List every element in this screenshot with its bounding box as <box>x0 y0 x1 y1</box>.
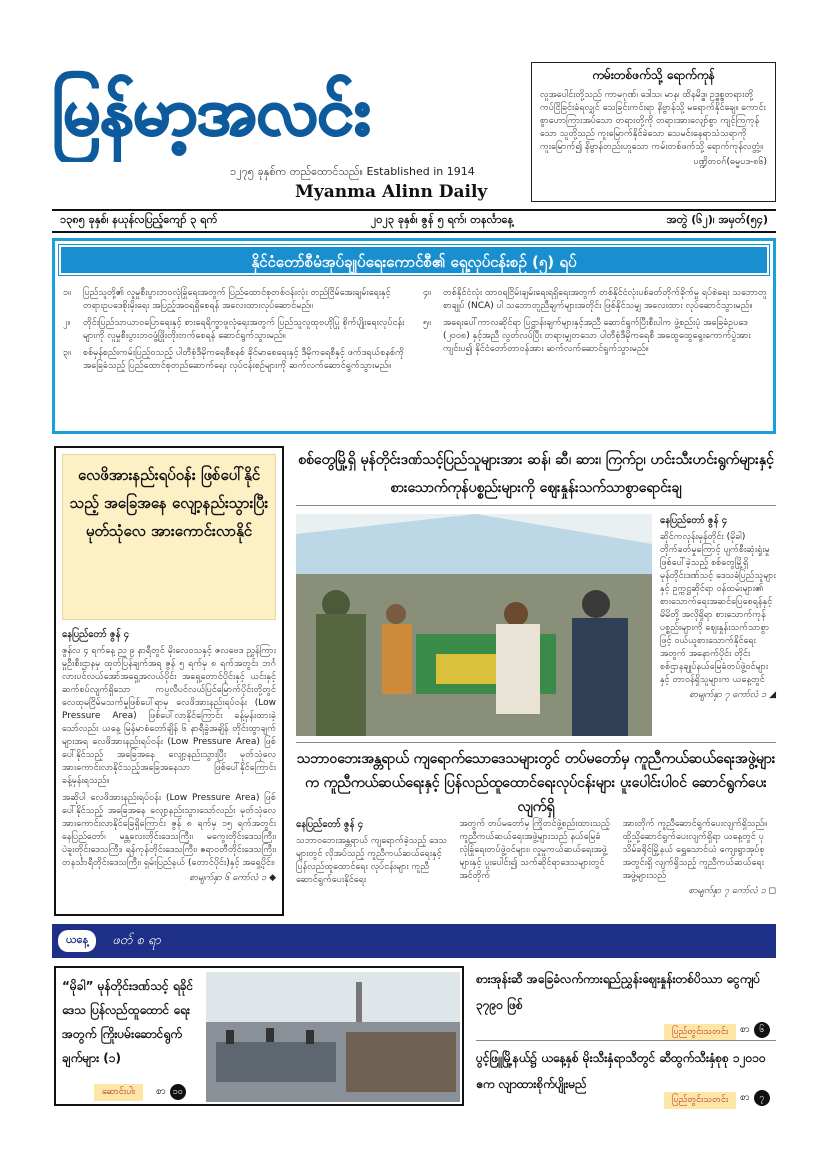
feature-tag: ဆောင်းပါး <box>94 1084 143 1101</box>
objective-item <box>423 317 773 356</box>
weather-body <box>62 628 276 885</box>
inside-today-band <box>52 924 776 958</box>
weather-headline[interactable]: လေဖိအားနည်းရပ်ဝန်း ဖြစ်ပေါ်နိုင်သည့် အခြေအနေ လျော့နည်းသွားပြီး မုတ်သုံလေ အားကောင်းလာနိုင် <box>62 454 276 620</box>
page-number: ၁၀ <box>170 1084 186 1100</box>
feature-title[interactable]: “မိုခါ” မုန်တိုင်းဒဏ်သင့် ရခိုင်ဒေသ ပြန်လည်ထူထောင် ရေးအတွက် ကြိုးပမ်းဆောင်ရွက် ချက်များ (၁) <box>62 979 194 1065</box>
today-tag: ယနေ့ <box>58 930 96 952</box>
proverb-text: လူအပေါင်းတို့သည် ကာမဂုဏ်၊ ဒေါသ၊ မာန၊ ထိနမိဒ္ဓ၊ ဥဒ္ဓစ္စတရားတို့ကပ်ငြိခြင်းခံရလျှင် သေခြင်းကင်းရာ နိဗ္ဗာန်သို့ မရောက်နိုင်ချေ။ ကောင်းစွာဟောကြားအပ်သော တရားတို့ကို တရားအားလျော်စွာ ကျင့်ကြကုန်သော သူတို့သည် ကူးမြောက်နိုင်ခဲသော သေမင်းနေရာသံသရာကို ကူးမြောက်၍ နိဗ္ဗာန်တည်းဟူသော ကမ်းတစ်ဖက်သို့ ရောက်ကုန်လတ္တံ့။ <box>540 90 766 152</box>
article-byline: နေပြည်တော် ဇွန် ၄ <box>660 515 728 526</box>
objectives-col-right <box>423 287 773 360</box>
main-headline[interactable]: စစ်တွေမြို့ရှိ မုန်တိုင်းဒဏ်သင့်ပြည်သူများအား ဆန်၊ ဆီ၊ ဆား၊ ကြက်ဥ၊ ဟင်းသီးဟင်းရွက်များနှင့် စားသောက်ကုန်ပစ္စည်းများကို ဈေးနှုန်းသက်သာစွာရောင်းချ <box>296 446 776 506</box>
objective-number: ၅။ <box>423 318 431 328</box>
second-headline[interactable]: သဘာဝဘေးအန္တရာယ် ကျရောက်သောဒေသများတွင် တပ်မတော်မှ ကူညီကယ်ဆယ်ရေးအဖွဲ့များက ကူညီကယ်ဆယ်ရေးနှင့် ပြန်လည်ထူထောင်ရေးလုပ်ငန်းများ ပူးပေါင်းပါဝင် ဆောင်ရွက်ပေးလျက်ရှိ <box>296 742 776 814</box>
objective-text: တစ်နိုင်ငံလုံး ထာဝရငြိမ်းချမ်းရေးရရှိရေးအတွက် တစ်နိုင်ငံလုံးပစ်ခတ်တိုက်ခိုက်မှု ရပ်စဲရေး သဘောတူစာချုပ် (NCA) ပါ သဘောတူညီချက်များအတိုင်း ဖြစ်နိုင်သမျှ အလေးထား လုပ်ဆောင်သွားမည်။ <box>443 288 767 311</box>
weather-article <box>54 446 284 916</box>
article-column <box>623 818 776 914</box>
objective-text: စစ်မှန်စည်းကမ်းပြည့်ဝသည့် ပါတီစုံဒီမိုကရေစီစနစ် ခိုင်မာစေရေးနှင့် ဒီမိုကရေစီနှင့် ဖက်ဒရယ်စနစ်ကို အခြေခံသည့် ပြည်ထောင်စုတည်ဆောက်ရေး လုပ်ငန်းစဉ်များကို ဆက်လက်ဆောင်ရွက်သွားမည်။ <box>83 348 404 371</box>
english-title: Myanma Alinn Daily <box>295 182 488 202</box>
objectives-box <box>52 238 776 434</box>
objective-number: ၁။ <box>63 288 71 298</box>
proverb-title: ကမ်းတစ်ဖက်သို့ ရောက်ကုန် <box>592 68 715 82</box>
article-paragraph: အားတိုက် ကူညီဆောင်ရွက်ပေးလျက်ရှိသည်။ ထို့သို့ဆောင်ရွက်ပေးလျက်ရှိရာ ယနေ့တွင် ပုသိမ်ခရိုင်မြို့နယ် ရွှေသောင်ယံ ကျေးရွာအုပ်စုအတွင်းရှိ လျက်ရှိသည့် ကူညီကယ်ဆယ်ရေးအဖွဲ့များသည် <box>622 819 768 881</box>
page-number: ၆ <box>754 1022 770 1038</box>
page-label: စာ <box>740 1024 750 1035</box>
article-column <box>296 818 449 914</box>
objective-item <box>423 287 773 313</box>
continued-note[interactable]: စာမျက်နှာ ၇ ကော်လံ ၁ ◢ <box>689 690 776 700</box>
reading-section-label: ဖတ် စ ရာ <box>112 932 161 948</box>
news-tag: ပြည်တွင်းသတင်း <box>664 1024 736 1041</box>
news-teaser[interactable]: ပွင့်ဖြူမြို့နယ်၌ ယနေ့နှစ် မိုးသီးနှံရာသီတွင် ဆီထွက်သီးနှံစုစု ၁၂၀၁၀ ဧက လျာထားစိုက်ပျိုးမည် <box>476 1040 776 1097</box>
masthead-logo: မြန်မာ့အလင်း <box>52 73 370 150</box>
page-number: ၇ <box>754 1090 770 1106</box>
article-paragraph: သဘာဝဘေးအန္တရာယ် ကျရောက်ခဲ့သည့် ဒေသများတွင် လိုအပ်သည့် ကူညီကယ်ဆယ်ရေးနှင့် ပြန်လည်ထူထောင်ရေး လုပ်ငန်းများ ကူညီဆောင်ရွက်ပေးနိုင်ရေး <box>296 836 448 885</box>
objective-item <box>63 287 413 313</box>
objective-number: ၂။ <box>63 318 71 328</box>
article-paragraph: ဆိုင်ကလုန်းမုန်တိုင်း (မိုခါ) တိုက်ခတ်မှုကြောင့် ပျက်စီးဆုံးရှုံးမှုဖြစ်ပေါ်ခဲ့သည့် စစ်တွေမြို့ရှိ မုန်တိုင်းဒဏ်သင့် ဒေသခံပြည်သူများနှင့် ဥက္ကဋ္ဌဆိုင်ရာ ဝန်ထမ်းများ၏ စားသောက်ရေးအဆင်ပြေစေရန်နှင့် မိမိတို့ အလိုရှိရာ စားသောက်ကုန် ပစ္စည်းများကို ဈေးနှုန်းသက်သာစွာဖြင့် ဝယ်ယူစားသောက်နိုင်ရေး အတွက် အနောက်ပိုင်း တိုင်းစစ်ဌာနချုပ်နယ်မြေခံတပ်ဖွဲ့ဝင်များနှင့် တာဝန်ရှိသူများက ယနေ့တွင် <box>660 532 776 685</box>
article-byline: နေပြည်တော် ဇွန် ၄ <box>62 629 130 640</box>
page-ref <box>740 1090 770 1106</box>
objective-item <box>63 317 413 343</box>
myanmar-date: ၁၃၈၅ ခုနှစ်၊ နယုန်လပြည့်ကျော် ၃ ရက် <box>60 213 218 226</box>
continued-note[interactable]: စာမျက်နှာ ၆ ကော်လံ ၁ ◆ <box>189 873 276 883</box>
news-tag: ပြည်တွင်းသတင်း <box>664 1092 736 1109</box>
second-article-body <box>296 818 776 914</box>
objectives-col-left <box>63 287 413 377</box>
page-label: စာ <box>156 1086 166 1097</box>
news-teaser[interactable]: စားအုန်းဆီ အခြေခံလက်ကားရည်ညွှန်းဈေးနှုန်းတစ်ပိဿာ ငွေကျပ် ၃၇၉၀ ဖြစ် <box>476 972 760 1012</box>
established-line: ၁၂၇၅ ခုနှစ်က တည်ထောင်သည်။ Established in 1914 <box>230 165 475 178</box>
feature-teaser[interactable] <box>54 966 464 1106</box>
proverb-box <box>531 62 776 202</box>
gregorian-date: ၂၀၂၃ ခုနှစ်၊ ဇွန် ၅ ရက်၊ တနင်္လာနေ့ <box>370 213 514 226</box>
page-label: စာ <box>740 1092 750 1103</box>
market-photo <box>296 514 652 736</box>
proverb-source: ပဏ္ဍိတဝဂ်(ဓမ္မပဒ-၈၆) <box>693 157 767 167</box>
page-ref <box>740 1022 770 1038</box>
objective-number: ၃။ <box>63 348 71 358</box>
objective-number: ၄။ <box>423 288 431 298</box>
objective-item <box>63 347 413 373</box>
article-byline: နေပြည်တော် ဇွန် ၄ <box>296 819 364 830</box>
article-paragraph: ဇွန်လ ၄ ရက်နေ့ ည ၉ နာရီတွင် မိုးလေဝသနှင့် ဇလဗေဒ ညွှန်ကြားမှုဦးစီးဌာနမှ ထုတ်ပြန်ချက်အရ ဇွန် ၅ ရက်မှ ၈ ရက်အတွင်း ဘင်္ဂလားပင်လယ်အော်အရှေ့အလယ်ပိုင်း အရှေ့တောင်ပိုင်းနှင့် ယင်းနှင့်ဆက်စပ်လျက်ရှိသော ကပ္ပလီပင်လယ်ပြင်မြောက်ပိုင်းတို့တွင် လေထုမငြိမ်မသက်မှုဖြစ်ပေါ်ရာမှ လေဖိအားနည်းရပ်ဝန်း (Low Pressure Area) ဖြစ်ပေါ်လာနိုင်ကြောင်း ခန့်မှန်းထားခဲ့သော်လည်း ယနေ့ မြန်မာစံတော်ချိန် ၆ နာရီခွဲအချိန် တိုင်းထွာချက်များအရ လေဖိအားနည်းရပ်ဝန်း (Low Pressure Area) ဖြစ်ပေါ်နိုင်သည့် အခြေအနေ လျော့နည်းသွားပြီး မုတ်သုံလေ အားကောင်းလာနိုင်သည့်အခြေအနေသာ ဖြစ်ပေါ်နိုင်ကြောင်း ခန့်မှန်းရသည်။ <box>62 646 276 786</box>
volume-number: အတွဲ (၆၂)၊ အမှတ်(၅၄) <box>666 213 768 226</box>
article-column <box>459 818 612 914</box>
article-paragraph: အတွက် တပ်မတော်မှ ကြိုတင်ဖွဲ့စည်းထားသည့် ကူညီကယ်ဆယ်ရေးအဖွဲ့များသည် နယ်မြေခံ လုံခြုံရေးတပ်ဖွဲ့ဝင်များ၊ လူမှုကယ်ဆယ်ရေးအဖွဲ့များနှင့် ပူးပေါင်း၍ သက်ဆိုင်ရာဒေသများတွင် အင်တိုက် <box>459 819 610 881</box>
article-paragraph: အဆိုပါ လေဖိအားနည်းရပ်ဝန်း (Low Pressure Area) ဖြစ်ပေါ်နိုင်သည့် အခြေအနေ လျော့နည်းသွားသော်လည်း မုတ်သုံလေ အားကောင်းလာနိုင်ခြေရှိကြောင်း ဇွန် ၈ ရက်မှ ၁၅ ရက်အတွင်း နေပြည်တော်၊ မန္တလေးတိုင်းဒေသကြီး၊ မကွေးတိုင်းဒေသကြီး၊ ပဲခူးတိုင်းဒေသကြီး၊ ရန်ကုန်တိုင်းဒေသကြီး၊ ဧရာဝတီတိုင်းဒေသကြီး၊ တနင်္သာရီတိုင်းဒေသကြီး၊ ရှမ်းပြည်နယ် (တောင်ပိုင်း)နှင့် အရှေ့ပိုင်း၊ <box>62 793 276 868</box>
objective-text: ပြည်သူတို့၏ လူမှုစီးပွားဘဝလုံခြုံရေးအတွက် ပြည်ထောင်စုတစ်ဝန်းလုံး တည်ငြိမ်အေးချမ်းရေးနှင့် တရားဥပဒေစိုးမိုးရေး အပြည့်အဝရရှိစေရန် အလေးထားလုပ်ဆောင်မည်။ <box>83 288 391 311</box>
date-bar <box>52 209 776 233</box>
main-article-side <box>660 514 776 736</box>
objective-text: တိုင်းပြည်သာယာဝပြောရေးနှင့် စားရေရိက္ခာဖူလုံရေးအတွက် ပြည်သူလူထုဗဟိုပြု စိုက်ပျိုးရေးလုပ်ငန်းများကို လူမှုစီးပွားဘဝဖွံ့ဖြိုးတိုးတက်စေရန် ဆောင်ရွက်သွားမည်။ <box>83 318 405 341</box>
continued-note[interactable]: စာမျက်နှာ ၇ ကော်လံ ၁ ◻ <box>688 886 776 896</box>
objectives-title: နိုင်ငံတော်စီမံအုပ်ချုပ်ရေးကောင်စီ၏ ရှေ့လုပ်ငန်းစဉ် (၅) ရပ် <box>59 245 769 275</box>
page-ref <box>156 1084 186 1100</box>
construction-photo <box>206 972 460 1102</box>
objective-text: အရေးပေါ်ကာလဆိုင်ရာ ပြဋ္ဌာန်းချက်များနှင့်အညီ ဆောင်ရွက်ပြီးစီးပါက ဖွဲ့စည်းပုံ အခြေခံဥပဒေ (၂၀၀၈) နှင့်အညီ လွတ်လပ်ပြီး တရားမျှတသော ပါတီစုံဒီမိုကရေစီ အထွေထွေရွေးကောက်ပွဲအား ကျင်းပ၍ နိုင်ငံတော်တာဝန်အား ဆက်လက်ဆောင်ရွက်သွားမည်။ <box>443 318 751 354</box>
